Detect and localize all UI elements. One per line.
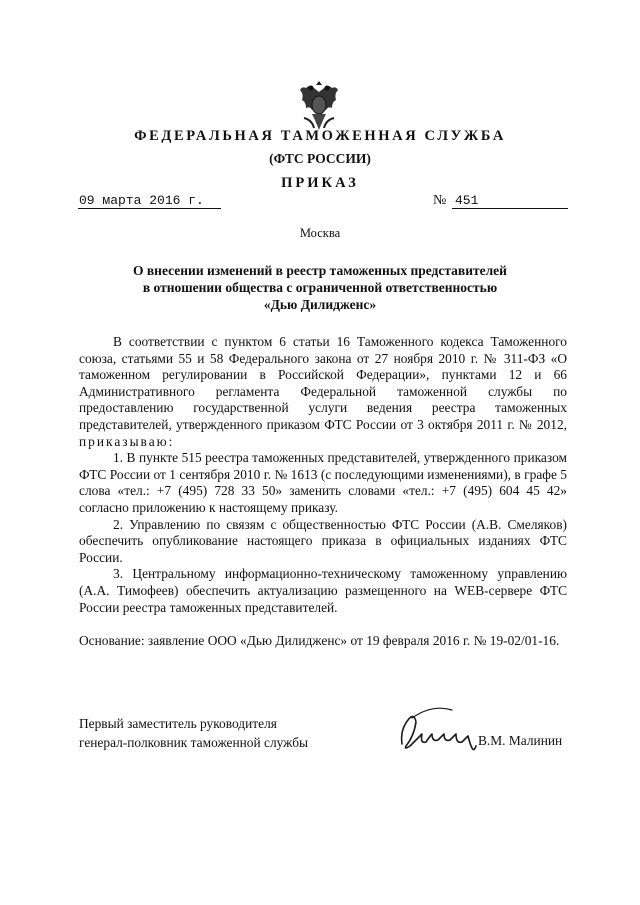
- position-line: генерал-полковник таможенной службы: [79, 734, 309, 750]
- order-item: 3. Центральному информационно-техническому таможенному управлению (А.А. Тимофеев) обеспечить актуализацию размещенного на WEB-сервере ФТС России реестра таможенных представителей.: [79, 566, 567, 615]
- preamble-paragraph: [79, 334, 567, 450]
- subject-line: «Дью Дилидженс»: [263, 297, 377, 312]
- organization-name: ФЕДЕРАЛЬНАЯ ТАМОЖЕННАЯ СЛУЖБА: [134, 128, 506, 144]
- order-subject: [110, 262, 530, 313]
- preamble-text: В соответствии с пунктом 6 статьи 16 Таможенного кодекса Таможенного союза, статьями 55 и 58 Федерального закона от 27 ноября 2010 г. № 311-ФЗ «О таможенном регулировании в Российской Федерации», пунктами 12 и 66 Административного регламента Федеральной таможенной службы по предоставлению государственной услуги ведения реестра таможенных представителей, утвержденного приказом ФТС России от 3 октября 2011 г. № 2012,: [79, 334, 567, 432]
- order-number: 451: [455, 193, 479, 208]
- handwritten-signature-icon: [392, 700, 490, 760]
- document-type: ПРИКАЗ: [281, 175, 359, 191]
- order-body: [79, 334, 567, 616]
- date-underline: [78, 208, 221, 209]
- number-underline: [452, 208, 568, 209]
- city: Москва: [299, 226, 341, 240]
- order-word: приказываю:: [79, 433, 175, 449]
- signatory-position: [79, 715, 308, 752]
- position-line: Первый заместитель руководителя: [79, 716, 277, 731]
- subject-line: О внесении изменений в реестр таможенных представителей: [133, 263, 507, 278]
- signatory-name: В.М. Малинин: [478, 733, 563, 748]
- organization-short-name: (ФТС РОССИИ): [269, 151, 371, 166]
- order-item: 2. Управлению по связям с общественностью ФТС России (А.В. Смеляков) обеспечить опубликование настоящего приказа в официальных изданиях ФТС России.: [79, 516, 567, 565]
- number-label: №: [433, 193, 447, 208]
- basis-paragraph: Основание: заявление ООО «Дью Дилидженс» от 19 февраля 2016 г. № 19-02/01-16.: [79, 633, 560, 648]
- order-date: 09 марта 2016 г.: [79, 193, 204, 208]
- order-item: 1. В пункте 515 реестра таможенных представителей, утвержденного приказом ФТС России от 1 сентября 2010 г. № 1613 (с последующими изменениями), в графе 5 слова «тел.: +7 (495) 728 33 50» заменить словами «тел.: +7 (495) 604 45 42» согласно приложению к настоящему приказу.: [79, 450, 567, 515]
- subject-line: в отношении общества с ограниченной ответственностью: [142, 280, 498, 295]
- emblem-icon: [296, 78, 342, 134]
